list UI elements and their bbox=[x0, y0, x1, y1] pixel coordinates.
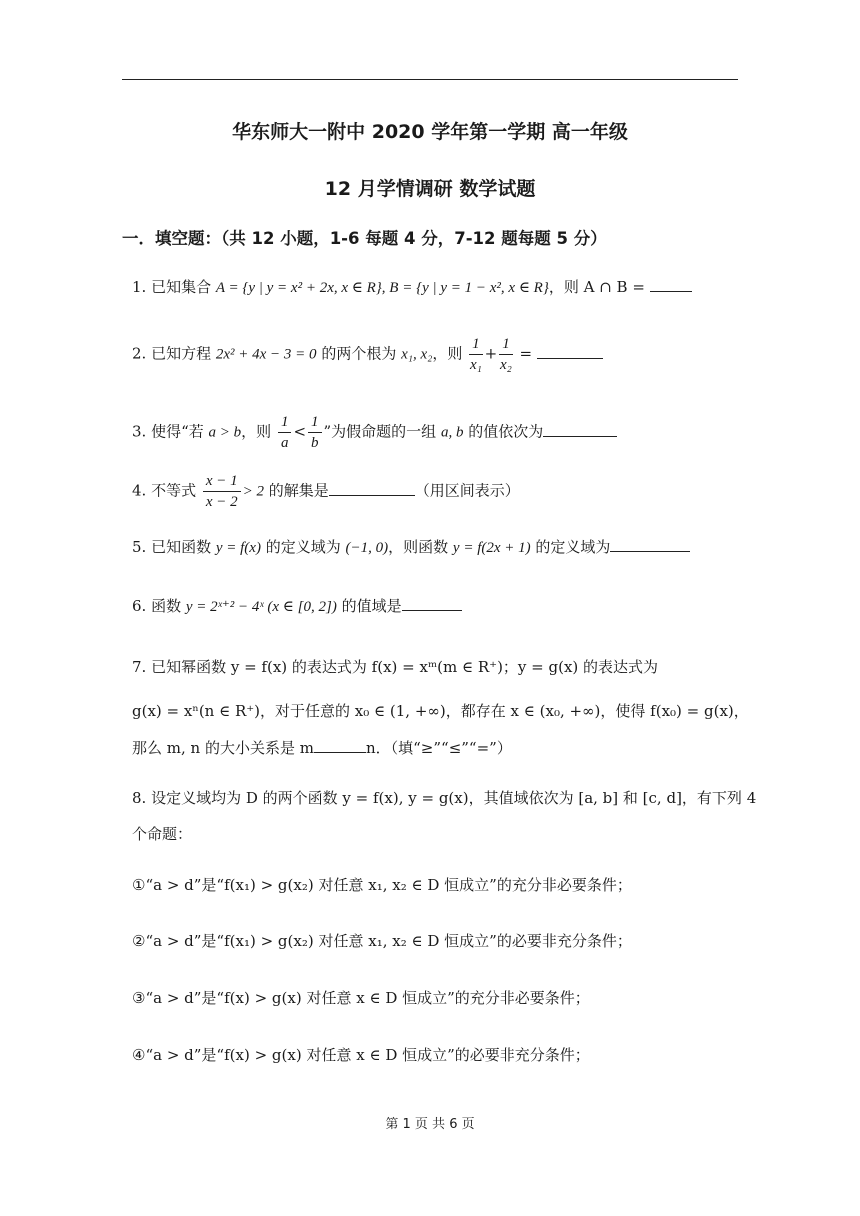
q3-answer-blank[interactable] bbox=[543, 420, 617, 437]
question-7-line-2: g(x) = xⁿ(n ∈ R⁺)，对于任意的 x₀ ∈ (1, +∞)，都存在 x ∈ (x₀, +∞)，使得 f(x₀) = g(x)， bbox=[132, 702, 749, 720]
q4-note: （用区间表示） bbox=[414, 481, 520, 500]
q2-f1-numerator: 1 bbox=[469, 334, 483, 355]
q5-mid2: ，则函数 bbox=[388, 538, 453, 556]
q4-numerator: x − 1 bbox=[203, 471, 241, 492]
q2-f2-denominator: x₂ bbox=[500, 357, 512, 373]
question-7-line-3 bbox=[132, 736, 742, 760]
q3-fraction-1 bbox=[278, 412, 292, 453]
q8-proposition-1: ①“a > d”是“f(x₁) > g(x₂) 对任意 x₁, x₂ ∈ D 恒成立”的充分非必要条件； bbox=[132, 876, 632, 894]
q6-answer-blank[interactable] bbox=[402, 594, 462, 611]
exam-subtitle: 12 月学情调研 数学试题 bbox=[324, 178, 536, 200]
q2-roots: x₁, x₂ bbox=[401, 346, 433, 363]
q5-answer-blank[interactable] bbox=[610, 535, 690, 552]
question-8-line-1: 8. 设定义域均为 D 的两个函数 y = f(x), y = g(x)，其值域依次为 [a, b] 和 [c, d]，有下列 4 bbox=[132, 789, 757, 807]
q4-suffix: 的解集是 bbox=[264, 481, 329, 500]
q4-denominator: x − 2 bbox=[205, 494, 238, 510]
q1-suffix: ，则 A ∩ B = bbox=[548, 278, 650, 296]
q3-fraction-2 bbox=[308, 412, 322, 453]
q4-answer-blank[interactable] bbox=[329, 479, 415, 496]
question-2 bbox=[132, 334, 742, 375]
q5-suffix: 的定义域为 bbox=[530, 538, 611, 556]
q2-plus: + bbox=[484, 344, 498, 363]
q8-proposition-3: ③“a > d”是“f(x) > g(x) 对任意 x ∈ D 恒成立”的充分非必要条件； bbox=[132, 989, 590, 1007]
section-heading: 一．填空题：（共 12 小题，1-6 每题 4 分，7-12 题每题 5 分） bbox=[122, 229, 607, 248]
q3-condition: a > b bbox=[208, 424, 242, 441]
q7-line3-prefix: 那么 m, n 的大小关系是 m bbox=[132, 739, 314, 757]
q6-prefix: 6. 函数 bbox=[132, 597, 186, 615]
q8-proposition-2: ②“a > d”是“f(x₁) > g(x₂) 对任意 x₁, x₂ ∈ D 恒成立”的必要非充分条件； bbox=[132, 932, 632, 950]
q1-expression: A = {y | y = x² + 2x, x ∈ R}, B = {y | y = 1 − x², x ∈ R} bbox=[215, 280, 549, 296]
q2-f1-denominator: x₁ bbox=[469, 357, 482, 373]
question-3 bbox=[132, 412, 742, 453]
q2-answer-blank[interactable] bbox=[537, 342, 603, 359]
exam-title: 华东师大一附中 2020 学年第一学期 高一年级 bbox=[232, 121, 628, 143]
q2-fraction-1 bbox=[469, 334, 483, 375]
q2-equals: = bbox=[514, 344, 533, 363]
q7-answer-blank[interactable] bbox=[314, 736, 366, 753]
q2-then: ，则 bbox=[432, 344, 468, 363]
q5-domain: (−1, 0) bbox=[345, 540, 389, 556]
q3-f2-numerator: 1 bbox=[308, 412, 322, 433]
question-5 bbox=[132, 535, 742, 560]
q3-prefix: 3. 使得“若 bbox=[132, 422, 209, 441]
q1-answer-blank[interactable] bbox=[650, 275, 692, 292]
question-4 bbox=[132, 471, 742, 512]
q5-mid: 的定义域为 bbox=[260, 538, 346, 556]
q3-f1-numerator: 1 bbox=[278, 412, 292, 433]
question-7-line-1: 7. 已知幂函数 y = f(x) 的表达式为 f(x) = xᵐ(m ∈ R⁺)；y = g(x) 的表达式为 bbox=[132, 658, 659, 676]
q3-less-than: < bbox=[293, 422, 307, 441]
q1-prefix: 1. 已知集合 bbox=[132, 278, 216, 296]
q4-relation: > 2 bbox=[242, 483, 265, 500]
q4-fraction bbox=[203, 471, 241, 512]
q2-mid: 的两个根为 bbox=[316, 344, 402, 363]
q5-function-2: y = f(2x + 1) bbox=[452, 540, 531, 556]
q2-fraction-2 bbox=[499, 334, 513, 375]
q3-f2-denominator: b bbox=[311, 435, 319, 451]
q6-expression: y = 2ˣ⁺² − 4ˣ (x ∈ [0, 2]) bbox=[185, 599, 337, 615]
question-1 bbox=[132, 275, 742, 300]
q5-prefix: 5. 已知函数 bbox=[132, 538, 216, 556]
q7-line3-suffix: n．（填“≥”“≤”“=”） bbox=[365, 739, 512, 757]
q2-prefix: 2. 已知方程 bbox=[132, 344, 216, 363]
question-8-line-2: 个命题： bbox=[132, 825, 193, 843]
q3-suffix2: 的值依次为 bbox=[463, 422, 544, 441]
q3-then: ，则 bbox=[241, 422, 276, 441]
q2-f2-numerator: 1 bbox=[499, 334, 513, 355]
question-6 bbox=[132, 594, 742, 619]
header-rule bbox=[122, 79, 738, 80]
q4-prefix: 4. 不等式 bbox=[132, 481, 201, 500]
q8-proposition-4: ④“a > d”是“f(x) > g(x) 对任意 x ∈ D 恒成立”的必要非充分条件； bbox=[132, 1046, 590, 1064]
q6-suffix: 的值域是 bbox=[336, 597, 402, 615]
page-number: 第 1 页 共 6 页 bbox=[385, 1117, 475, 1132]
q3-vars: a, b bbox=[440, 424, 464, 441]
q2-equation: 2x² + 4x − 3 = 0 bbox=[215, 346, 317, 363]
q3-f1-denominator: a bbox=[280, 435, 289, 451]
q5-function-1: y = f(x) bbox=[215, 540, 261, 556]
q3-suffix: ”为假命题的一组 bbox=[323, 422, 441, 441]
